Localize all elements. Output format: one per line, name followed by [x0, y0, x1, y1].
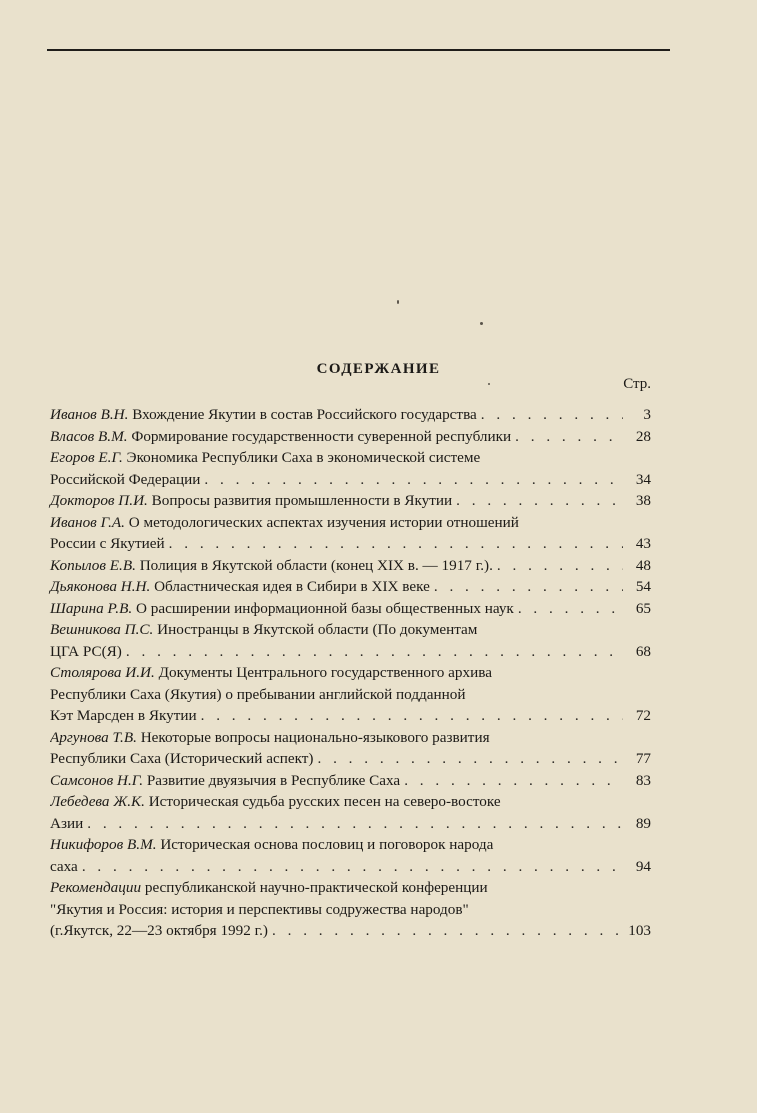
- toc-entry-page: 89: [635, 814, 651, 832]
- toc-entry-line: [50, 490, 651, 512]
- page-title: СОДЕРЖАНИЕ: [316, 361, 441, 377]
- toc-entry-author: Дьяконова Н.Н.: [50, 578, 151, 595]
- toc-entry-title: Республики Саха (Исторический аспект): [50, 750, 314, 767]
- toc-entry-line: [50, 512, 651, 534]
- toc-entry-author: Егоров Е.Г.: [50, 449, 123, 466]
- table-of-contents: [50, 404, 651, 942]
- dot-leader: [268, 920, 623, 942]
- toc-entry-title: Полиция в Якутской области (конец XIX в. — 1917 г.).: [139, 556, 493, 574]
- toc-entry-title: Некоторые вопросы национально-языкового развития: [140, 728, 490, 746]
- paper-speck: [480, 322, 483, 325]
- top-rule: [47, 49, 670, 51]
- toc-entry-line: [50, 899, 651, 921]
- toc-entry-author: Копылов Е.В.: [50, 556, 136, 574]
- toc-entry-line: [50, 576, 651, 598]
- toc-entry: [50, 404, 651, 426]
- toc-entry: [50, 447, 651, 490]
- toc-entry-line: [50, 426, 651, 448]
- toc-entry-page: 43: [635, 535, 651, 552]
- toc-entry: [50, 834, 651, 877]
- toc-entry-line: [50, 748, 651, 770]
- paper-speck: [397, 300, 399, 304]
- toc-entry-title: Вхождение Якутии в состав Российского государства: [132, 406, 477, 423]
- toc-entry-author: Аргунова Т.В.: [50, 728, 137, 746]
- toc-entry-title: саха: [50, 857, 78, 875]
- toc-entry-title: Вопросы развития промышленности в Якутии: [151, 492, 453, 509]
- toc-entry-line: [50, 662, 651, 684]
- toc-entry-title: Азии: [50, 814, 84, 832]
- toc-entry-title: ЦГА РС(Я): [50, 642, 122, 660]
- toc-entry-page: 48: [635, 556, 651, 574]
- toc-entry-title: О методологических аспектах изучения истории отношений: [128, 513, 519, 531]
- dot-leader: [400, 770, 623, 792]
- toc-entry-title: Развитие двуязычия в Республике Саха: [146, 771, 401, 789]
- toc-entry-author: Самсонов Н.Г.: [50, 771, 144, 789]
- toc-entry-line: [50, 920, 651, 942]
- toc-entry-title: Иностранцы в Якутской области (По документам: [157, 621, 478, 638]
- toc-entry-page: 34: [635, 470, 651, 488]
- toc-entry: [50, 619, 651, 662]
- dot-leader: [430, 576, 623, 598]
- toc-entry: [50, 426, 651, 448]
- toc-entry-title: Экономика Республики Саха в экономической системе: [126, 449, 481, 466]
- toc-entry-author: Шарина Р.В.: [50, 599, 133, 617]
- toc-entry-line: [50, 813, 651, 835]
- toc-entry-line: [50, 404, 651, 426]
- toc-entry-line: [50, 877, 651, 899]
- dot-leader: [165, 533, 623, 555]
- toc-entry-title: (г.Якутск, 22—23 октября 1992 г.): [50, 922, 268, 939]
- dot-leader: [83, 813, 623, 835]
- toc-entry-author: Власов В.М.: [50, 427, 128, 445]
- toc-entry-title: Историческая судьба русских песен на северо-востоке: [148, 793, 501, 810]
- toc-entry: [50, 662, 651, 727]
- toc-entry-line: [50, 727, 651, 749]
- page-column-label: Стр.: [623, 376, 651, 392]
- toc-entry: [50, 576, 651, 598]
- toc-entry-author: Столярова И.И.: [50, 664, 155, 681]
- toc-entry-page: 94: [635, 857, 651, 875]
- toc-entry-line: [50, 770, 651, 792]
- dot-leader: [511, 426, 623, 448]
- toc-entry-line: [50, 641, 651, 663]
- toc-entry-author: Никифоров В.М.: [50, 836, 157, 853]
- toc-entry-page: 3: [643, 406, 651, 423]
- toc-entry: [50, 512, 651, 555]
- toc-entry-line: [50, 705, 651, 727]
- toc-entry-title: "Якутия и Россия: история и перспективы содружества народов": [50, 900, 469, 918]
- dot-leader: [78, 856, 623, 878]
- toc-entry: [50, 555, 651, 577]
- dot-leader: [452, 490, 623, 512]
- toc-entry-title: Республики Саха (Якутия) о пребывании английской подданной: [50, 685, 466, 703]
- dot-leader: [200, 469, 623, 491]
- toc-entry-title: Формирование государственности суверенной республики: [131, 427, 512, 445]
- toc-entry-line: [50, 555, 651, 577]
- toc-entry-page: 65: [635, 599, 651, 617]
- toc-entry-author: Вешникова П.С.: [50, 621, 154, 638]
- toc-entry-author: Докторов П.И.: [50, 492, 148, 509]
- toc-entry: [50, 877, 651, 942]
- toc-entry: [50, 598, 651, 620]
- toc-entry-title: Историческая основа пословиц и поговорок народа: [160, 836, 494, 853]
- toc-entry-title: Документы Центрального государственного архива: [158, 664, 492, 681]
- toc-entry-title: О расширении информационной базы общественных наук: [135, 599, 514, 617]
- toc-entry-title: Кэт Марсден в Якутии: [50, 707, 197, 724]
- dot-leader: [493, 555, 623, 577]
- toc-entry-author: Лебедева Ж.К.: [50, 793, 145, 810]
- toc-entry-line: [50, 791, 651, 813]
- dot-leader: [197, 705, 623, 727]
- toc-entry-title: Российской Федерации: [50, 470, 201, 488]
- toc-entry-page: 38: [635, 492, 651, 509]
- toc-entry-line: [50, 834, 651, 856]
- toc-entry-title: России с Якутией: [50, 535, 165, 552]
- toc-entry: [50, 770, 651, 792]
- dot-leader: [313, 748, 623, 770]
- toc-entry-author: Рекомендации: [50, 879, 142, 896]
- dot-leader: [514, 598, 623, 620]
- toc-entry-line: [50, 684, 651, 706]
- toc-entry-line: [50, 598, 651, 620]
- dot-leader: [477, 404, 623, 426]
- toc-entry-page: 83: [635, 771, 651, 789]
- dot-leader: [122, 641, 623, 663]
- toc-entry-page: 72: [635, 707, 651, 724]
- paper-speck: [488, 383, 490, 385]
- toc-entry: [50, 791, 651, 834]
- toc-entry-title: республиканской научно-практической конференции: [144, 879, 488, 896]
- toc-entry-line: [50, 469, 651, 491]
- toc-entry-page: 77: [635, 750, 651, 767]
- toc-entry-title: Областническая идея в Сибири в XIX веке: [154, 578, 430, 595]
- toc-entry: [50, 490, 651, 512]
- toc-entry-author: Иванов Г.А.: [50, 513, 125, 531]
- toc-entry-page: 103: [628, 922, 651, 939]
- toc-entry-line: [50, 619, 651, 641]
- toc-entry-line: [50, 856, 651, 878]
- toc-entry-page: 54: [635, 578, 651, 595]
- toc-entry-line: [50, 447, 651, 469]
- toc-entry-page: 68: [635, 642, 651, 660]
- toc-entry-author: Иванов В.Н.: [50, 406, 129, 423]
- toc-entry: [50, 727, 651, 770]
- toc-entry-line: [50, 533, 651, 555]
- toc-entry-page: 28: [635, 427, 651, 445]
